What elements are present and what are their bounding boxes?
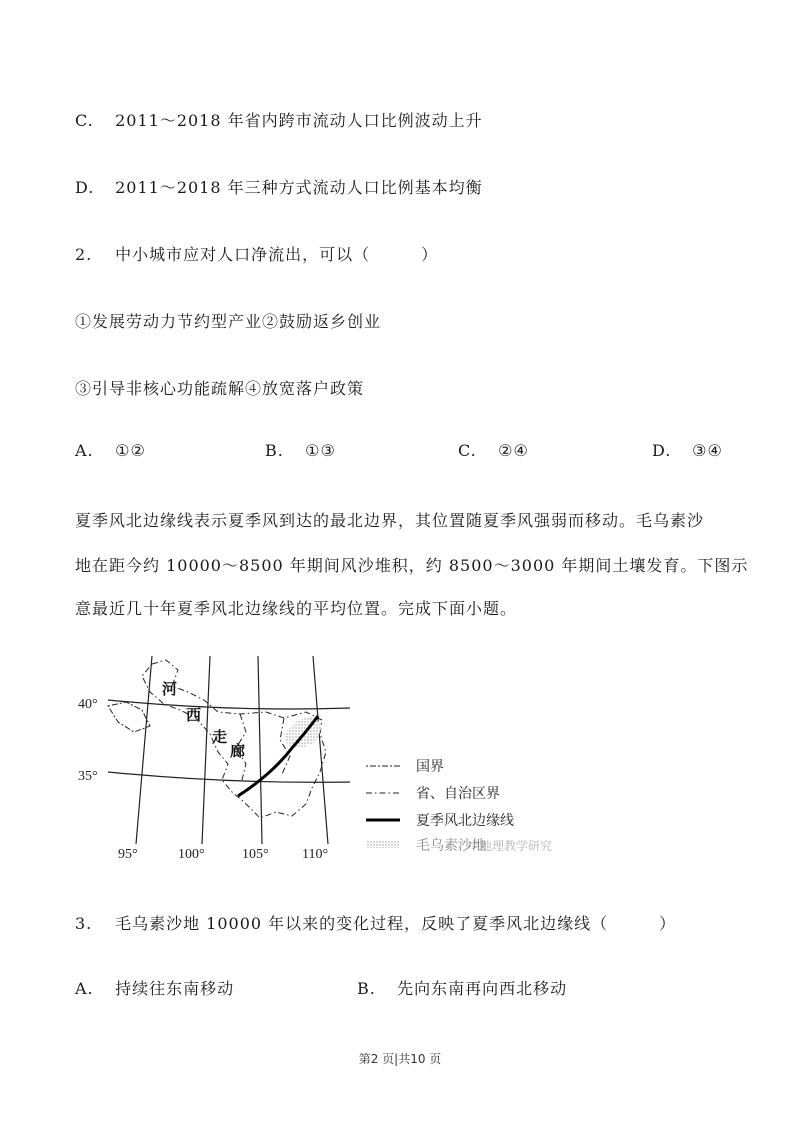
question-text: 毛乌素沙地 10000 年以来的变化过程，反映了夏季风北边缘线（ ） bbox=[115, 914, 677, 933]
lon-label-95: 95° bbox=[118, 847, 138, 862]
watermark-text: 中地理教学研究 bbox=[468, 839, 553, 853]
q2-statements-2: ③引导非核心功能疏解④放宽落户政策 bbox=[75, 379, 365, 398]
option-label: B. bbox=[357, 979, 376, 998]
option-text: 2011～2018 年省内跨市流动人口比例波动上升 bbox=[115, 111, 483, 130]
option-label: D. bbox=[75, 178, 95, 197]
option-text: 2011～2018 年三种方式流动人口比例基本均衡 bbox=[115, 178, 483, 197]
lon-label-110: 110° bbox=[302, 847, 329, 862]
q2-option-c bbox=[458, 441, 529, 460]
legend-national-border: 国界 bbox=[416, 759, 444, 775]
q2-statements-1: ①发展劳动力节约型产业②鼓励返乡创业 bbox=[75, 312, 382, 331]
option-label: D. bbox=[652, 441, 672, 460]
longitude-95-line bbox=[136, 656, 152, 844]
lon-label-105: 105° bbox=[242, 847, 269, 862]
legend-province-border: 省、自治区界 bbox=[416, 786, 500, 802]
question-text: 中小城市应对人口净流出，可以（ ） bbox=[115, 245, 439, 264]
option-text: ①③ bbox=[305, 441, 336, 460]
region-char-zou: 走 bbox=[212, 728, 228, 746]
option-text: ①② bbox=[115, 441, 146, 460]
q3-option-a bbox=[75, 976, 234, 999]
option-label: A. bbox=[75, 979, 94, 998]
longitude-105-line bbox=[258, 656, 262, 844]
q2-option-b bbox=[265, 441, 336, 460]
passage-line-3: 意最近几十年夏季风北边缘线的平均位置。完成下面小题。 bbox=[75, 599, 518, 618]
legend-desert: 毛乌素沙地 bbox=[416, 838, 486, 854]
option-label: A. bbox=[75, 441, 94, 460]
q3-stem bbox=[75, 911, 676, 934]
q1-option-d bbox=[75, 175, 483, 198]
map-svg bbox=[70, 652, 560, 864]
region-char-xi: 西 bbox=[186, 706, 202, 724]
legend bbox=[366, 759, 552, 854]
option-text: ②④ bbox=[498, 441, 529, 460]
option-text: 持续往东南移动 bbox=[115, 979, 235, 998]
option-text: 先向东南再向西北移动 bbox=[397, 979, 568, 998]
lat-label-40: 40° bbox=[78, 697, 98, 712]
q2-option-d bbox=[652, 441, 723, 460]
legend-desert-symbol bbox=[366, 841, 400, 848]
region-char-he: 河 bbox=[162, 680, 178, 698]
latitude-40-line bbox=[108, 700, 350, 709]
muus-sandy-land bbox=[284, 716, 322, 748]
q1-option-c bbox=[75, 108, 483, 131]
passage-line-2: 地在距今约 10000～8500 年期间风沙堆积，约 8500～3000 年期间土壤发育。下图示 bbox=[75, 556, 749, 575]
latitude-35-line bbox=[108, 772, 350, 782]
lon-label-100: 100° bbox=[178, 847, 205, 862]
option-label: C. bbox=[75, 111, 94, 130]
passage-line-1: 夏季风北边缘线表示夏季风到达的最北边界，其位置随夏季风强弱而移动。毛乌素沙 bbox=[75, 511, 705, 530]
question-number: 2. bbox=[75, 245, 93, 264]
question-number: 3. bbox=[75, 914, 93, 933]
q2-stem bbox=[75, 242, 438, 265]
lat-label-35: 35° bbox=[78, 769, 98, 784]
region-char-lang: 廊 bbox=[230, 742, 246, 760]
national-boundary bbox=[108, 702, 150, 732]
monsoon-map-figure bbox=[70, 652, 560, 864]
q2-option-a bbox=[75, 441, 146, 460]
legend-monsoon-line: 夏季风北边缘线 bbox=[416, 813, 514, 829]
option-label: B. bbox=[265, 441, 284, 460]
page-footer: 第2 页|共10 页 bbox=[358, 1052, 442, 1066]
longitude-100-line bbox=[202, 656, 210, 844]
option-text: ③④ bbox=[692, 441, 723, 460]
q3-option-b bbox=[357, 976, 567, 999]
option-label: C. bbox=[458, 441, 477, 460]
